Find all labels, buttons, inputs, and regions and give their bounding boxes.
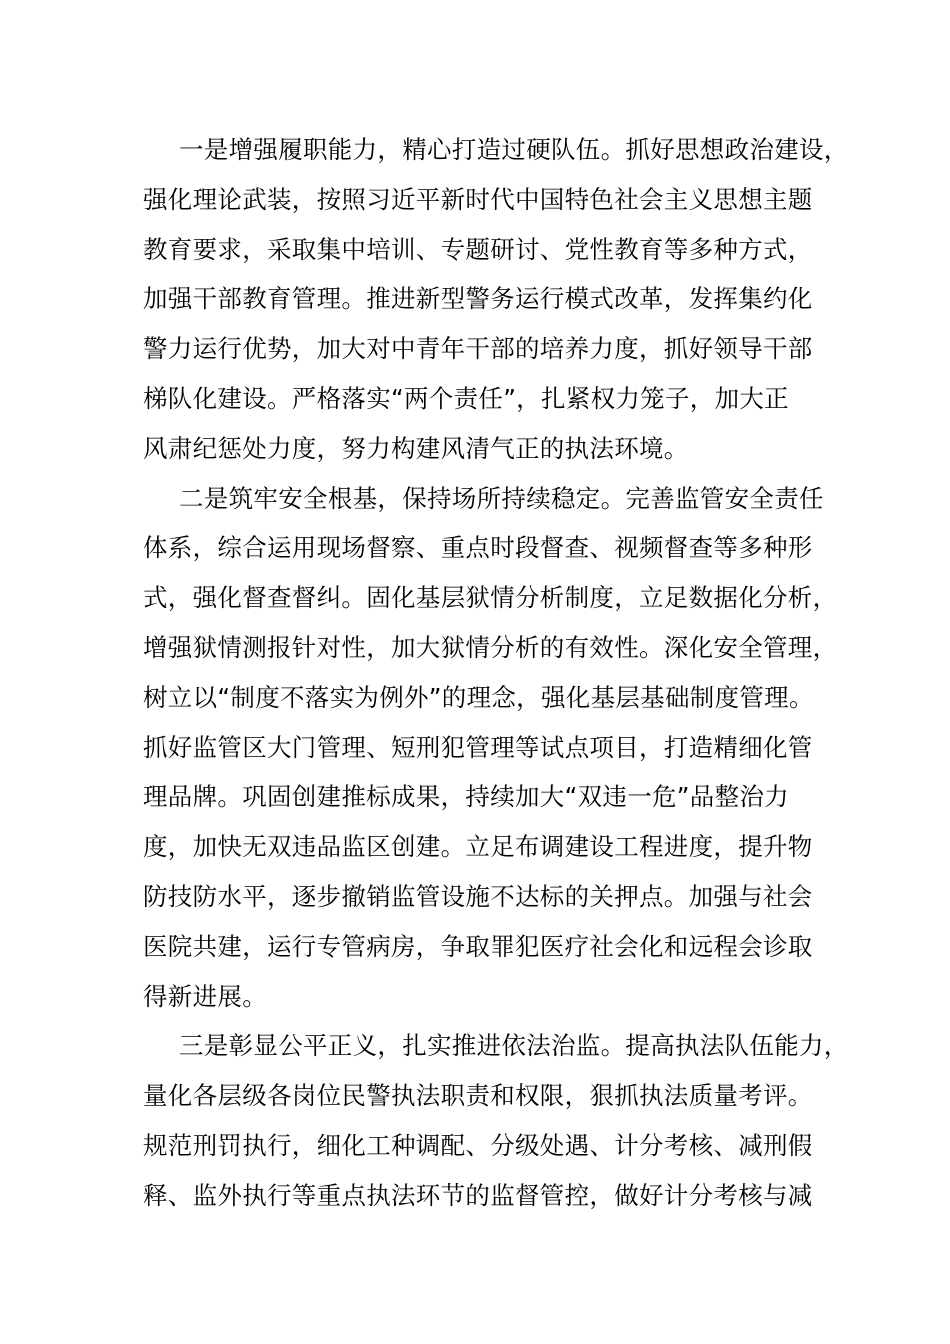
text-line: 树立以“制度不落实为例外”的理念，强化基层基础制度管理。 xyxy=(143,682,814,712)
text-line: 规范刑罚执行，细化工种调配、分级处遇、计分考核、减刑假 xyxy=(143,1130,813,1160)
text-line: 教育要求，采取集中培训、专题研讨、党性教育等多种方式， xyxy=(143,234,813,264)
document-body xyxy=(143,125,849,1221)
text-line: 医院共建，运行专管病房，争取罪犯医疗社会化和远程会诊取 xyxy=(143,931,813,961)
paragraph-2 xyxy=(143,474,838,1022)
text-line: 一是增强履职能力，精心打造过硬队伍。抓好思想政治建设， xyxy=(179,135,849,164)
text-line: 得新进展。 xyxy=(143,981,267,1011)
text-line: 度，加快无双违品监区创建。立足布调建设工程进度，提升物 xyxy=(143,832,813,862)
text-line: 抓好监管区大门管理、短刑犯管理等试点项目，打造精细化管 xyxy=(143,732,813,762)
text-line: 二是筑牢安全根基，保持场所持续稳定。完善监管安全责任 xyxy=(179,483,824,513)
text-line: 加强干部教育管理。推进新型警务运行模式改革，发挥集约化 xyxy=(143,284,813,314)
paragraph-3 xyxy=(143,1021,849,1220)
text-line: 体系，综合运用现场督察、重点时段督查、视频督查等多种形 xyxy=(143,533,813,563)
text-line: 释、监外执行等重点执法环节的监督管控，做好计分考核与减 xyxy=(143,1180,813,1210)
text-line: 防技防水平，逐步撤销监管设施不达标的关押点。加强与社会 xyxy=(143,881,813,911)
text-line: 增强狱情测报针对性，加大狱情分析的有效性。深化安全管理， xyxy=(143,632,838,662)
text-line: 式，强化督查督纠。固化基层狱情分析制度，立足数据化分析， xyxy=(143,583,838,613)
text-line: 三是彰显公平正义，扎实推进依法治监。提高执法队伍能力， xyxy=(179,1031,849,1061)
text-line: 理品牌。巩固创建推标成果，持续加大“双违一危”品整治力 xyxy=(143,782,789,812)
text-line: 警力运行优势，加大对中青年干部的培养力度，抓好领导干部 xyxy=(143,334,813,364)
text-line: 梯队化建设。严格落实“两个责任”，扎紧权力笼子，加大正 xyxy=(143,383,789,413)
text-line: 强化理论武装，按照习近平新时代中国特色社会主义思想主题 xyxy=(143,184,813,214)
text-line: 风肃纪惩处力度，努力构建风清气正的执法环境。 xyxy=(143,433,689,463)
text-line: 量化各层级各岗位民警执法职责和权限，狠抓执法质量考评。 xyxy=(143,1081,813,1111)
paragraph-1 xyxy=(143,125,849,474)
